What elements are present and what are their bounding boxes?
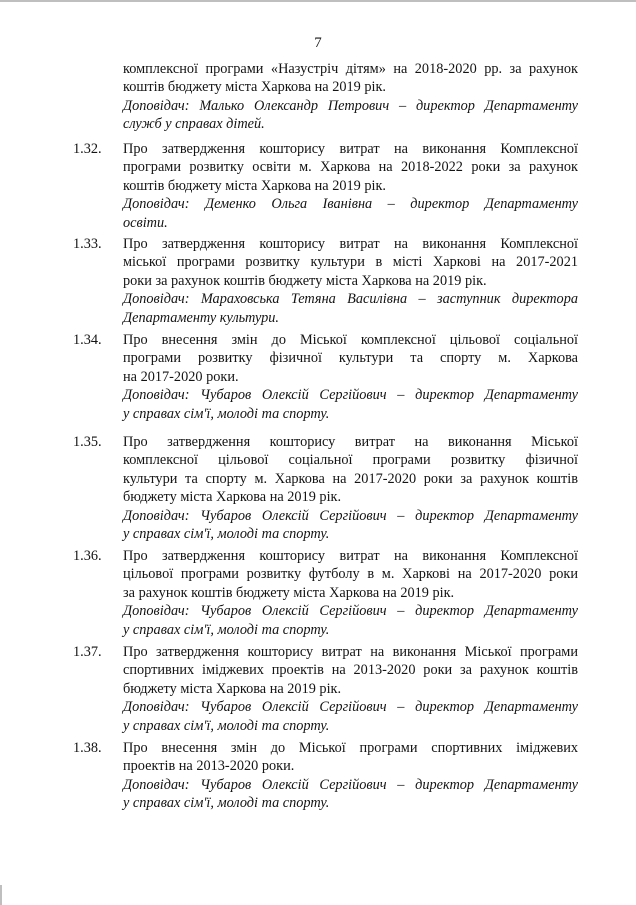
item-text-line: Про затвердження кошторису витрат на виконання Комплексної	[123, 141, 578, 157]
item-text-line: комплексної цільової соціальної програми розвитку фізичної	[123, 452, 578, 469]
item-number: 1.34.	[73, 332, 102, 348]
item-speaker-line: Доповідач: Чубаров Олексій Сергійович – директор Департаменту	[123, 507, 578, 524]
item-body	[123, 140, 578, 232]
item-text-line: культури та спорту м. Харкова на 2017-2020 роки за рахунок коштів	[123, 470, 578, 487]
item-number: 1.35.	[73, 434, 102, 450]
item-text-line: роки за рахунок коштів бюджету міста Харкова на 2019 рік.	[123, 272, 487, 289]
item-speaker-line: Доповідач: Чубаров Олексій Сергійович – директор Департаменту	[123, 776, 578, 793]
item-speaker-line: Доповідач: Чубаров Олексій Сергійович – директор Департаменту	[123, 699, 578, 716]
item-text-line: цільової програми розвитку футболу в м. Харкові на 2017-2020 роки	[123, 566, 578, 583]
continuation-speaker-line: Доповідач: Малько Олександр Петрович – директор Департаменту	[123, 97, 578, 114]
item-body	[123, 331, 578, 423]
item-text-line: Про внесення змін до Міської програми спортивних іміджевих	[123, 740, 578, 756]
item-body	[123, 643, 578, 735]
scan-edge-top	[0, 0, 636, 2]
item-number: 1.37.	[73, 644, 102, 660]
item-body	[123, 547, 578, 639]
item-speaker-line: Доповідач: Чубаров Олексій Сергійович – директор Департаменту	[123, 387, 578, 404]
item-text-line: бюджету міста Харкова на 2019 рік.	[123, 680, 342, 697]
continuation-text-line: комплексної програми «Назустріч дітям» на 2018-2020 рр. за рахунок	[123, 61, 578, 77]
item-body	[123, 739, 578, 813]
item-text-line: коштів бюджету міста Харкова на 2019 рік.	[123, 177, 386, 194]
item-text-line: програми розвитку освіти м. Харкова на 2018-2022 роки за рахунок	[123, 159, 578, 176]
item-text-line: Про затвердження кошторису витрат на виконання Комплексної	[123, 236, 578, 252]
item-text-line: Про затвердження кошторису витрат на виконання Міської	[123, 434, 578, 450]
continuation-text-line: коштів бюджету міста Харкова на 2019 рік.	[123, 79, 386, 96]
item-text-line: за рахунок коштів бюджету міста Харкова на 2019 рік.	[123, 584, 455, 601]
continuation-speaker-line: служб у справах дітей.	[123, 116, 265, 133]
item-text-line: Про внесення змін до Міської комплексної цільової соціальної	[123, 332, 578, 348]
item-number: 1.32.	[73, 141, 102, 157]
item-speaker-line: освіти.	[123, 214, 168, 231]
item-speaker-line: у справах сім'ї, молоді та спорту.	[123, 526, 330, 543]
item-text-line: на 2017-2020 роки.	[123, 368, 239, 385]
item-body	[123, 433, 578, 543]
item-text-line: програми розвитку фізичної культури та спорту м. Харкова	[123, 350, 578, 367]
item-number: 1.36.	[73, 548, 102, 564]
item-text-line: проектів на 2013-2020 роки.	[123, 758, 295, 775]
item-text-line: спортивних іміджевих проектів на 2013-2020 роки за рахунок коштів	[123, 662, 578, 679]
scan-edge-left	[0, 885, 2, 905]
item-speaker-line: Департаменту культури.	[123, 309, 279, 326]
item-body	[123, 235, 578, 327]
item-text-line: бюджету міста Харкова на 2019 рік.	[123, 489, 342, 506]
item-speaker-line: у справах сім'ї, молоді та спорту.	[123, 405, 330, 422]
item-speaker-line: Доповідач: Мараховська Тетяна Василівна – заступник директора	[123, 291, 578, 308]
item-speaker-line: у справах сім'ї, молоді та спорту.	[123, 717, 330, 734]
item-text-line: Про затвердження кошторису витрат на виконання Міської програми	[123, 644, 578, 660]
item-speaker-line: Доповідач: Деменко Ольга Іванівна – директор Департаменту	[123, 196, 578, 213]
continuation-block	[123, 60, 578, 134]
item-speaker-line: Доповідач: Чубаров Олексій Сергійович – директор Департаменту	[123, 603, 578, 620]
item-number: 1.33.	[73, 236, 102, 252]
item-number: 1.38.	[73, 740, 102, 756]
item-speaker-line: у справах сім'ї, молоді та спорту.	[123, 621, 330, 638]
item-text-line: Про затвердження кошторису витрат на виконання Комплексної	[123, 548, 578, 564]
page-number: 7	[314, 35, 322, 51]
item-speaker-line: у справах сім'ї, молоді та спорту.	[123, 795, 330, 812]
item-text-line: міської програми розвитку культури в місті Харкові на 2017-2021	[123, 254, 578, 271]
